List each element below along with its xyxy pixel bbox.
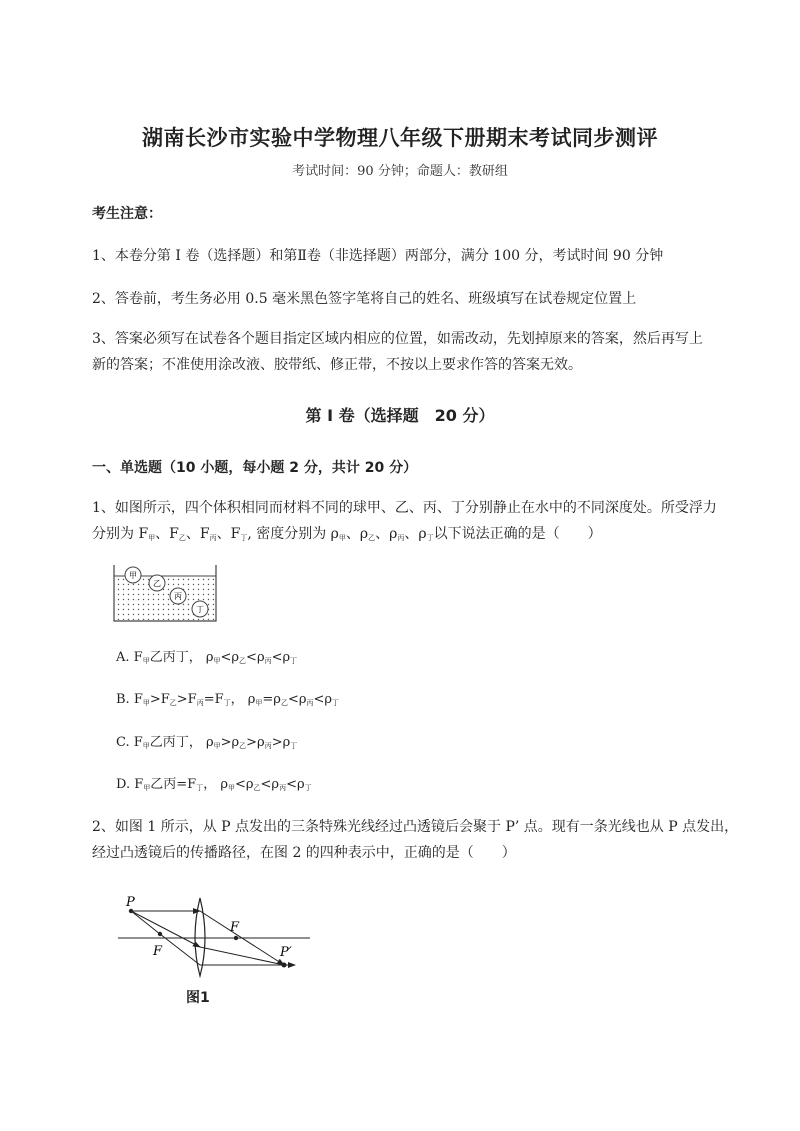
svg-text:甲: 甲 — [129, 571, 137, 580]
q1-text-line2: 分别为 $F_甲$、$F_乙$、$F_丙$、$F_丁$, 密度分别为 $\rho_甲$、$\rho_乙$、$\rho_丙$、$\rho_丁$以下说法正确的是（ ） — [92, 526, 602, 542]
ball-bing — [170, 588, 186, 604]
page-title: 湖南长沙市实验中学物理八年级下册期末考试同步测评 — [142, 126, 658, 150]
figure-caption: 图1 — [186, 990, 210, 1006]
q2-text-line1: 2、如图 1 所示，从 P 点发出的三条特殊光线经过凸透镜后会聚于 P’ 点。现有一条光线也从 P 点发出， — [92, 819, 739, 835]
q1-option-a[interactable]: A. $F_甲$乙丙丁， $\rho_甲<\rho_乙<\rho_丙<\rho_丁$ — [116, 650, 298, 665]
svg-text:丁: 丁 — [196, 605, 204, 614]
exam-subtitle: 考试时间：90 分钟；命题人：教研组 — [292, 164, 508, 179]
q1-option-c[interactable]: C. $F_甲$乙丙丁， $\rho_甲>\rho_乙>\rho_丙>\rho_丁$ — [116, 735, 298, 750]
note-item-3: 3、答案必须写在试卷各个题目指定区域内相应的位置，如需改动，先划掉原来的答案，然后再写上新的答案；不准使用涂改液、胶带纸、修正带，不按以上要求作答的答案无效。 — [92, 331, 703, 373]
section-title: 第 I 卷（选择题 20 分） — [305, 406, 495, 425]
ball-yi — [149, 575, 165, 591]
svg-text:丙: 丙 — [174, 592, 182, 601]
label-f-left: F — [153, 944, 163, 959]
svg-text:乙: 乙 — [153, 579, 161, 588]
q1-option-b[interactable]: B. $F_甲>F_乙>F_丙=F_丁$， $\rho_甲=\rho_乙<\rho_丙<\rho_丁$ — [116, 692, 340, 707]
q1-figure — [112, 563, 218, 623]
ball-jia — [125, 567, 141, 583]
q2-text-line2: 经过凸透镜后的传播路径，在图 2 的四种表示中，正确的是（ ） — [92, 845, 516, 861]
note-item-1: 1、本卷分第 I 卷（选择题）和第Ⅱ卷（非选择题）两部分，满分 100 分，考试时间 90 分钟 — [92, 248, 664, 264]
ball-ding — [192, 601, 208, 617]
label-p-prime: P′ — [280, 945, 292, 960]
label-f-right: F — [230, 920, 240, 935]
label-p: P — [126, 895, 135, 910]
q1-text-line1: 1、如图所示，四个体积相同而材料不同的球甲、乙、丙、丁分别静止在水中的不同深度处。所受浮力 — [92, 500, 717, 516]
note-item-2: 2、答卷前，考生务必用 0.5 毫米黑色签字笔将自己的姓名、班级填写在试卷规定位置上 — [92, 291, 637, 307]
part-title: 一、单选题（10 小题，每小题 2 分，共计 20 分） — [92, 460, 418, 476]
notes-heading: 考生注意： — [92, 206, 162, 222]
q2-figure-1 — [115, 893, 315, 1008]
q1-option-d[interactable]: D. $F_甲$乙丙$=F_丁$， $\rho_甲<\rho_乙<\rho_丙<\rho_丁$ — [116, 777, 312, 792]
